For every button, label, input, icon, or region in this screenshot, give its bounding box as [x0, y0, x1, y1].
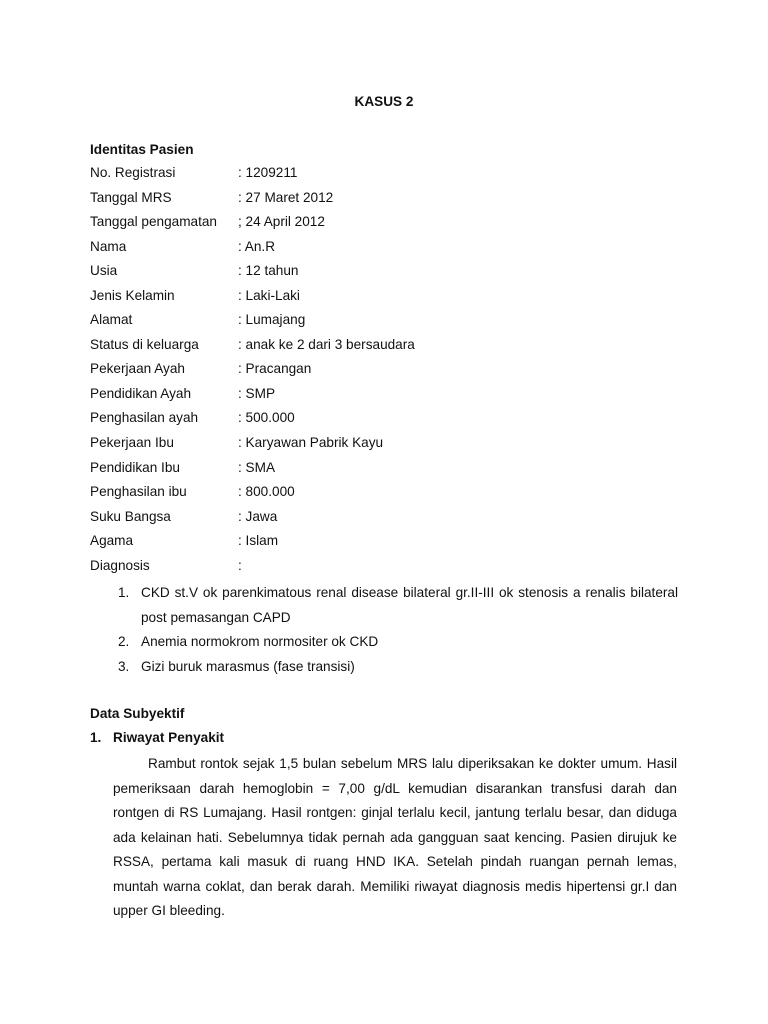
row-label: Suku Bangsa	[90, 508, 171, 524]
row-label: Pendidikan Ibu	[90, 459, 180, 475]
row-observation-date	[90, 210, 690, 235]
identity-table	[90, 161, 690, 578]
row-label: Penghasilan ibu	[90, 484, 187, 500]
list-number: 3.	[118, 658, 130, 674]
row-value: : anak ke 2 dari 3 bersaudara	[238, 336, 415, 352]
row-label: Penghasilan ayah	[90, 410, 199, 426]
history-paragraph: Rambut rontok sejak 1,5 bulan sebelum MRS lalu diperiksakan ke dokter umum. Hasil pemeriksaan darah hemoglobin = 7,00 g/dL kemudian disarankan transfusi darah dan rontgen di RS Lumajang. Hasil rontgen: ginjal terlalu kecil, jantung terlalu besar, dan diduga ada kelainan hati. Sebelumnya tidak pernah ada gangguan saat kencing. Pasien dirujuk ke RSSA, pertama kali masuk di ruang HND IKA. Setelah pindah ruangan pernah lemas, muntah warna coklat, dan berak darah. Memiliki riwayat diagnosis medis hipertensi gr.I dan upper GI bleeding.	[113, 756, 677, 919]
list-text: Anemia normokrom normositer ok CKD	[141, 634, 379, 650]
row-value: : 500.000	[238, 410, 295, 426]
row-label: Pekerjaan Ibu	[90, 435, 174, 451]
row-value: : 800.000	[238, 484, 295, 500]
row-value: : 27 Maret 2012	[238, 189, 334, 205]
row-label: Agama	[90, 533, 134, 549]
row-label: Usia	[90, 263, 118, 279]
list-number: 1.	[118, 585, 130, 600]
list-text: CKD st.V ok parenkimatous renal disease bilateral gr.II-III ok stenosis a renalis bilateral post pemasangan CAPD	[141, 585, 678, 625]
diagnosis-list	[118, 581, 678, 679]
row-value: :	[238, 557, 242, 573]
row-value: : SMP	[238, 385, 276, 401]
list-text: Gizi buruk marasmus (fase transisi)	[141, 658, 355, 674]
history-number: 1.	[90, 730, 102, 745]
list-item	[118, 655, 678, 680]
row-religion	[90, 529, 690, 554]
row-ethnicity	[90, 505, 690, 530]
subjective-heading: Data Subyektif	[90, 706, 185, 721]
row-value: : Karyawan Pabrik Kayu	[238, 435, 384, 451]
row-label: No. Registrasi	[90, 165, 176, 180]
row-value: ; 24 April 2012	[238, 214, 325, 230]
row-sex	[90, 284, 690, 309]
row-label: Pekerjaan Ayah	[90, 361, 185, 377]
row-mother-job	[90, 431, 690, 456]
row-label: Jenis Kelamin	[90, 287, 175, 303]
row-admission-date	[90, 186, 690, 211]
row-mother-education	[90, 456, 690, 481]
row-father-income	[90, 406, 690, 431]
row-value: : Pracangan	[238, 361, 312, 377]
row-label: Pendidikan Ayah	[90, 385, 192, 401]
row-label: Tanggal pengamatan	[90, 214, 217, 230]
row-value: : SMA	[238, 459, 276, 475]
row-registration	[90, 161, 690, 186]
row-label: Alamat	[90, 312, 133, 328]
list-item	[118, 581, 678, 630]
row-value: : Islam	[238, 533, 279, 549]
row-father-job	[90, 357, 690, 382]
row-value: : An.R	[238, 238, 276, 254]
row-value: : 12 tahun	[238, 263, 299, 279]
list-item	[118, 630, 678, 655]
row-label: Nama	[90, 238, 127, 254]
row-label: Tanggal MRS	[90, 189, 172, 205]
row-label: Diagnosis	[90, 557, 150, 573]
row-value: : Lumajang	[238, 312, 306, 328]
row-family-status	[90, 333, 690, 358]
row-name	[90, 235, 690, 260]
row-value: : 1209211	[238, 165, 298, 180]
history-title: Riwayat Penyakit	[113, 730, 225, 745]
identity-heading: Identitas Pasien	[90, 142, 194, 157]
row-father-education	[90, 382, 690, 407]
row-address	[90, 308, 690, 333]
row-label: Status di keluarga	[90, 336, 199, 352]
row-value: : Laki-Laki	[238, 287, 300, 303]
row-diagnosis	[90, 554, 690, 579]
document-title: KASUS 2	[354, 94, 414, 109]
row-value: : Jawa	[238, 508, 278, 524]
row-age	[90, 259, 690, 284]
row-mother-income	[90, 480, 690, 505]
history-heading	[90, 728, 224, 748]
list-number: 2.	[118, 634, 130, 650]
